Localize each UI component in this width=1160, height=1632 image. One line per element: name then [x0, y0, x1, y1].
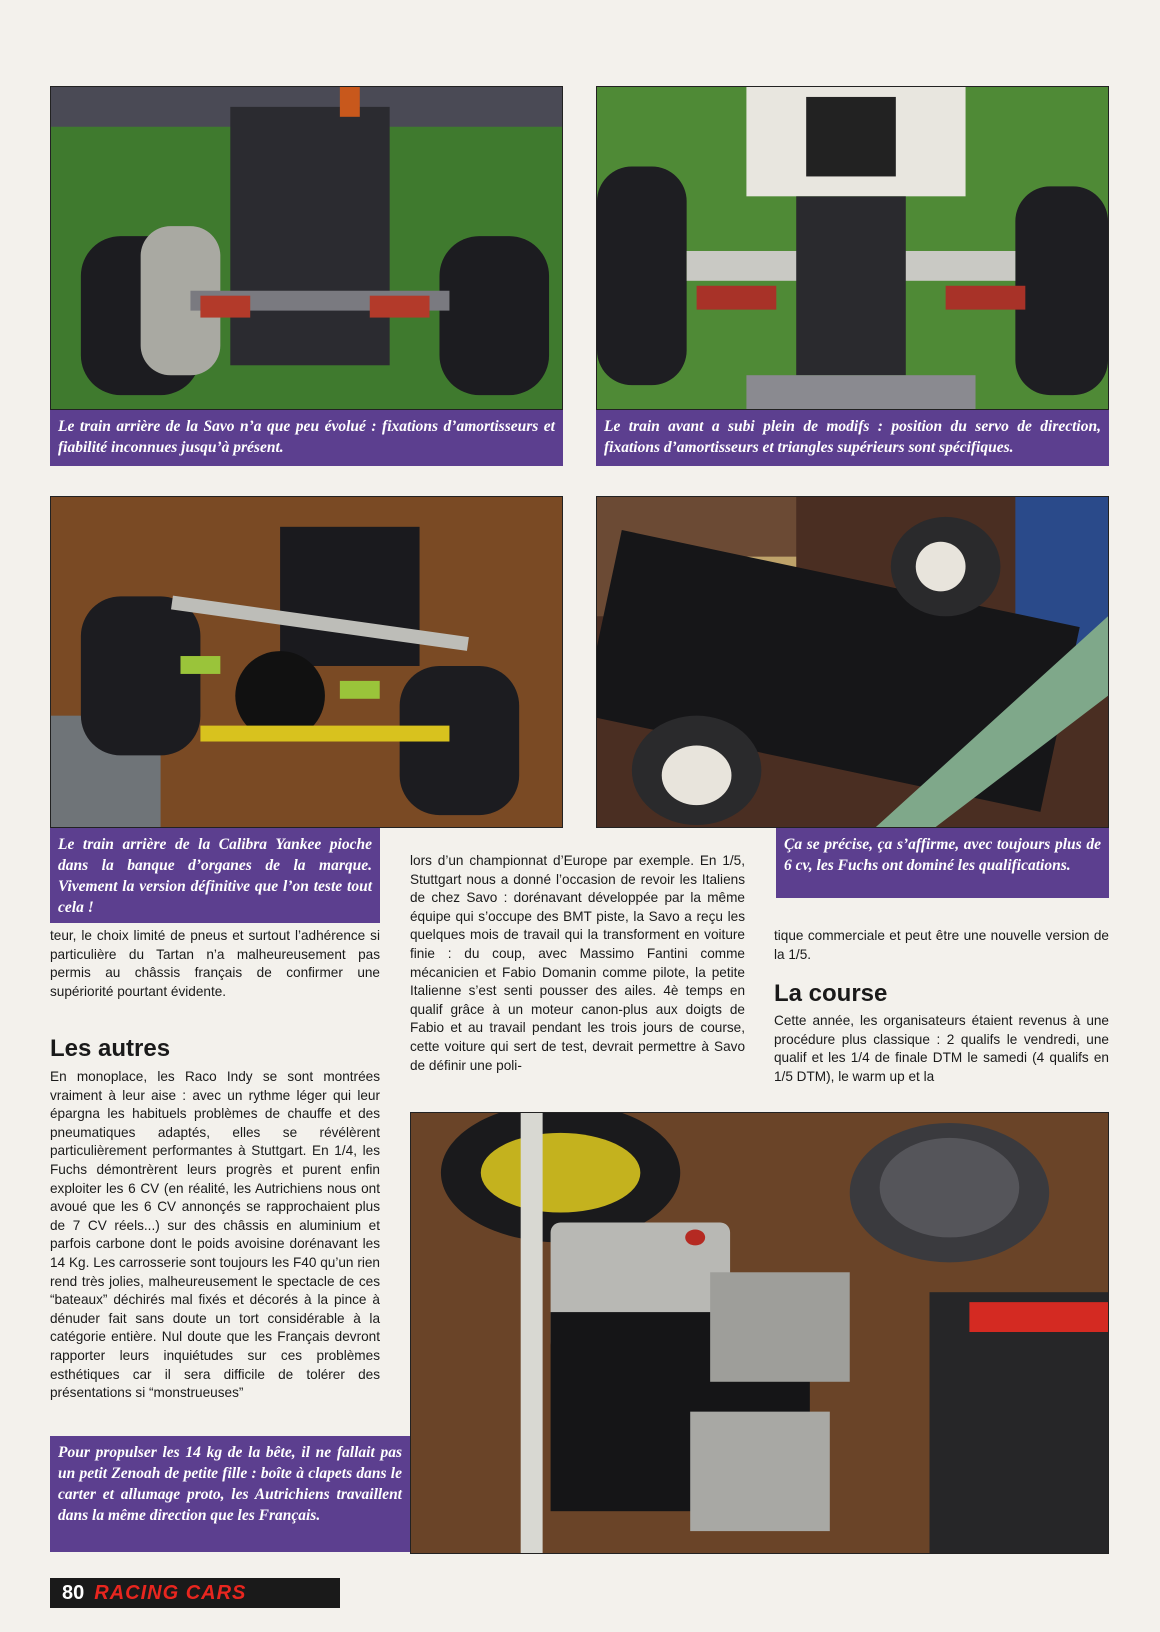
photo-caption: Le train avant a subi plein de modifs : position du servo de direction, fixations d’amortisseurs et triangles supérieurs sont spécifiques. [596, 410, 1109, 466]
photo-caption: Ça se précise, ça s’affirme, avec toujours plus de 6 cv, les Fuchs ont dominé les qualifications. [776, 828, 1109, 898]
photo-front-train [596, 86, 1109, 410]
article-column-3 [774, 927, 1109, 964]
article-column-3-body [774, 1012, 1109, 1086]
article-paragraph: En monoplace, les Raco Indy se sont montrées vraiment à leur aise : avec un rythme léger qui leur épargna les habituels problèmes de chauffe et des pneumatiques adaptés, elles se révélèrent particulièrement performantes à Stuttgart. En 1/4, les Fuchs démontrèrent leurs progrès et purent enfin exploiter les 6 CV (en réalité, les Autrichiens nous ont avoué que les 6 CV annonçés se rapprochaient plus de 7 CV réels...) sur des châssis en aluminium et parfois carbone dont le poids avoisine dorénavant les 14 Kg. Les carrosserie sont toujours les F40 qu’un rien rend très jolies, malheureusement le spectacle de ces “bateaux” déchirés mal fixés et décorés à la pince à dénuder fait sans doute un tort considérable à la catégorie entière. Nul doute que les Français devront rapporter leurs inquiétudes sur ces problèmes esthétiques car il sera difficile de tolérer des présentations si “monstrueuses” [50, 1069, 380, 1401]
section-heading-autres: Les autres [50, 1035, 171, 1062]
article-column-1-body [50, 1068, 380, 1403]
photo-caption: Le train arrière de la Calibra Yankee pioche dans la banque d’organes de la marque. Vivement la version définitive que l’on teste tout cela ! [50, 828, 380, 923]
photo-engine [410, 1112, 1109, 1554]
photo-rear-train-calibra [50, 496, 563, 828]
magazine-title: RACING CARS [94, 1581, 247, 1604]
photo-rear-train-savo [50, 86, 563, 410]
article-column-1 [50, 927, 380, 1001]
section-heading-course: La course [774, 980, 888, 1007]
photo-caption: Le train arrière de la Savo n’a que peu évolué : fixations d’amortisseurs et fiabilité inconnues jusqu’à présent. [50, 410, 563, 466]
page-number: 80 [62, 1581, 85, 1604]
photo-caption: Pour propulser les 14 kg de la bête, il ne fallait pas un petit Zenoah de petite fille : boîte à clapets dans le carter et allumage proto, les Autrichiens travaillent dans la même direction que les Français. [50, 1436, 410, 1552]
article-paragraph: teur, le choix limité de pneus et surtout l’adhérence si particulière du Tartan n’a malheureusement pas permis au châssis français de confirmer une supériorité pourtant évidente. [50, 928, 380, 999]
photo-fuchs [596, 496, 1109, 828]
page-footer [50, 1578, 340, 1608]
article-paragraph: Cette année, les organisateurs étaient revenus à une procédure plus classique : 2 qualifs le vendredi, une qualif et les 1/4 de finale DTM le samedi (4 qualifs en 1/5 DTM), le warm up et la [774, 1013, 1109, 1084]
article-paragraph: lors d’un championnat d’Europe par exemple. En 1/5, Stuttgart nous a donné l’occasion de revoir les Italiens de chez Savo : dorénavant développée par la même équipe qui s’occupe des BMT piste, la Savo a reçu les quelques mois de travail qui la transforment en voiture finie : du coup, avec Massimo Fantini comme mécanicien et Fabio Domanin comme pilote, la petite Italienne s’est senti pousser des ailes. 4è temps en qualif grâce à un moteur canon-plus aux doigts de Fabio et au travail pendant les trois jours de course, cette voiture qui sert de test, devrait permettre à Savo de définir une poli- [410, 853, 745, 1073]
article-paragraph: tique commerciale et peut être une nouvelle version de la 1/5. [774, 928, 1109, 962]
article-column-2 [410, 852, 745, 1075]
